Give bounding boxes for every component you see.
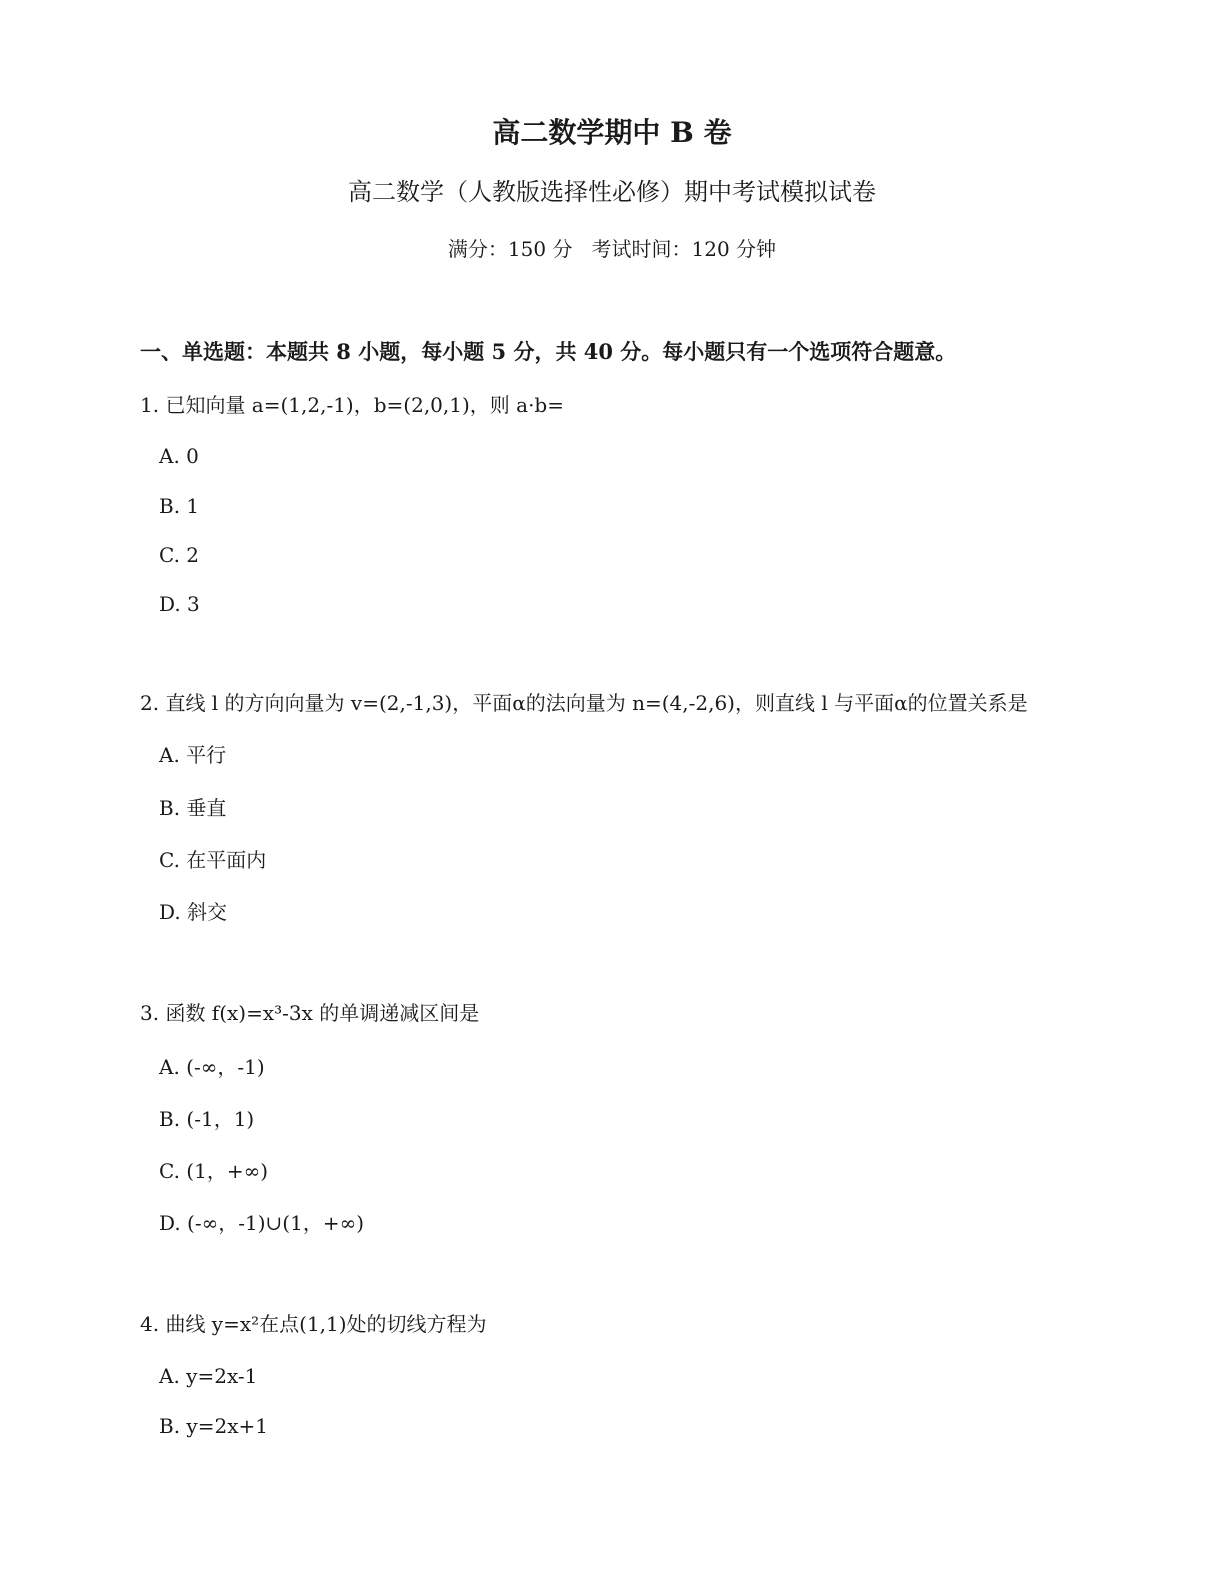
question-4-option-a: A. y=2x-1: [159, 1364, 258, 1388]
question-1-option-a: A. 0: [159, 444, 199, 468]
question-1-stem: 1. 已知向量 a=(1,2,-1)，b=(2,0,1)，则 a·b=: [140, 393, 564, 417]
page-title: 高二数学期中 B 卷: [492, 116, 732, 149]
question-1-option-d: D. 3: [159, 592, 200, 616]
question-3-option-c: C. (1，+∞): [159, 1159, 269, 1183]
question-1-option-c: C. 2: [159, 543, 200, 567]
question-3-option-b: B. (-1，1): [159, 1107, 255, 1131]
section-heading: 一、单选题：本题共 8 小题，每小题 5 分，共 40 分。每小题只有一个选项符合题意。: [140, 339, 957, 364]
question-3-stem: 3. 函数 f(x)=x³-3x 的单调递减区间是: [140, 1001, 480, 1025]
page-subtitle: 高二数学（人教版选择性必修）期中考试模拟试卷: [348, 178, 876, 206]
exam-meta: 满分：150 分 考试时间：120 分钟: [447, 237, 777, 261]
question-3-option-a: A. (-∞，-1): [159, 1055, 265, 1079]
question-2-option-a: A. 平行: [159, 743, 227, 767]
question-4-stem: 4. 曲线 y=x²在点(1,1)处的切线方程为: [140, 1312, 487, 1336]
question-2-option-b: B. 垂直: [159, 796, 227, 820]
question-3-option-d: D. (-∞，-1)∪(1，+∞): [159, 1211, 365, 1235]
question-2-option-d: D. 斜交: [159, 900, 228, 924]
question-2-stem: 2. 直线 l 的方向向量为 v=(2,-1,3)，平面α的法向量为 n=(4,-2,6)，则直线 l 与平面α的位置关系是: [140, 691, 1028, 715]
question-4-option-b: B. y=2x+1: [159, 1414, 268, 1438]
question-2-option-c: C. 在平面内: [159, 848, 267, 872]
question-1-option-b: B. 1: [159, 494, 200, 518]
